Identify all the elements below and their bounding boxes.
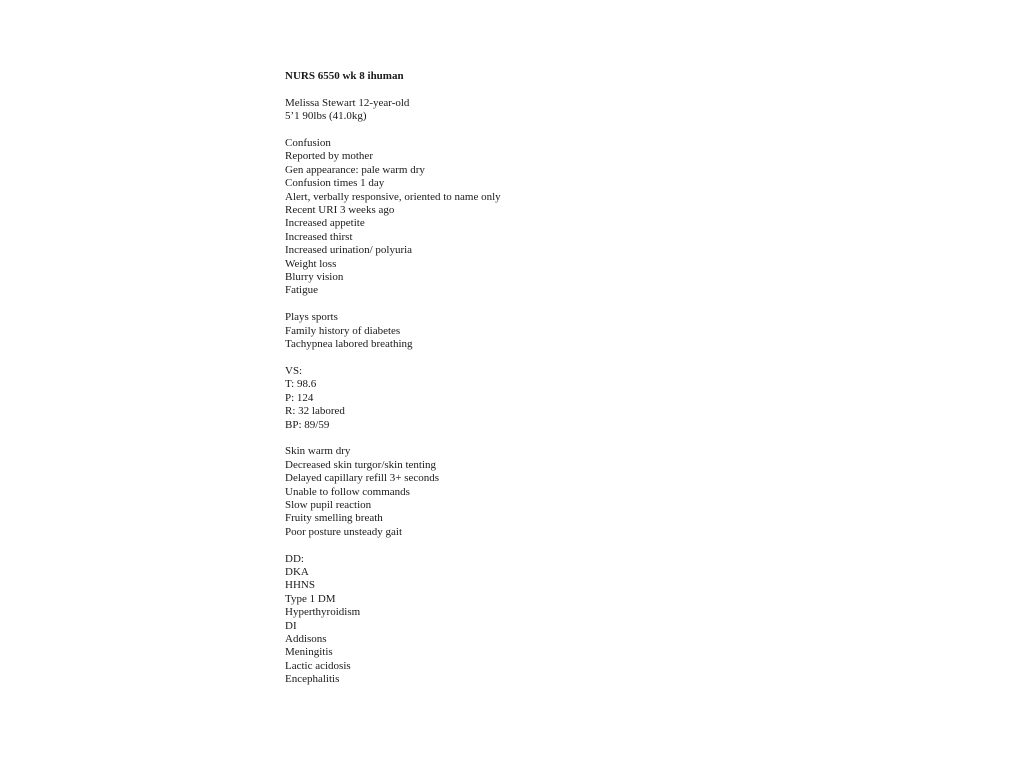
symptom-line: Recent URI 3 weeks ago: [285, 204, 395, 217]
vitals-section: [285, 365, 501, 432]
symptom-line: Increased urination/ polyuria: [285, 244, 413, 257]
vitals-line: P: 124: [285, 391, 314, 404]
history-line: Family history of diabetes: [285, 324, 401, 337]
differential-line: Lactic acidosis: [285, 659, 351, 672]
differential-line: Type 1 DM: [285, 592, 336, 605]
symptom-line: Confusion: [285, 137, 331, 149]
symptom-line: Fatigue: [285, 284, 318, 297]
symptom-line: Weight loss: [285, 257, 337, 270]
differentials-heading: DD:: [285, 552, 304, 565]
exam-line: Slow pupil reaction: [285, 498, 372, 511]
vitals-heading: VS:: [285, 364, 303, 377]
symptom-line: Increased appetite: [285, 217, 365, 230]
history-section: [285, 311, 501, 351]
symptom-line: Gen appearance: pale warm dry: [285, 163, 425, 176]
patient-size-line: 5’1 90lbs (41.0kg): [285, 110, 367, 123]
document-title: NURS 6550 wk 8 ihuman: [285, 70, 404, 82]
differential-line: Hyperthyroidism: [285, 606, 361, 619]
vitals-line: T: 98.6: [285, 378, 317, 391]
symptom-line: Blurry vision: [285, 271, 344, 284]
document-page: [285, 70, 501, 700]
differential-line: HHNS: [285, 579, 315, 592]
exam-line: Skin warm dry: [285, 445, 351, 458]
symptom-line: Increased thirst: [285, 230, 353, 243]
exam-line: Poor posture unsteady gait: [285, 525, 403, 538]
differential-line: Encephalitis: [285, 673, 340, 686]
symptoms-section: [285, 137, 501, 298]
patient-section: [285, 97, 501, 124]
differential-line: Addisons: [285, 632, 327, 645]
patient-name-line: Melissa Stewart 12-year-old: [285, 96, 410, 109]
vitals-line: R: 32 labored: [285, 405, 345, 418]
exam-section: [285, 445, 501, 539]
differential-line: DI: [285, 619, 297, 632]
differentials-section: [285, 553, 501, 687]
differential-line: DKA: [285, 565, 309, 578]
symptom-line: Alert, verbally responsive, oriented to name only: [285, 190, 501, 203]
exam-line: Fruity smelling breath: [285, 512, 383, 525]
differential-line: Meningitis: [285, 646, 333, 659]
exam-line: Unable to follow commands: [285, 485, 410, 498]
exam-line: Delayed capillary refill 3+ seconds: [285, 472, 440, 485]
symptom-line: Confusion times 1 day: [285, 177, 385, 190]
vitals-line: BP: 89/59: [285, 418, 330, 431]
exam-line: Decreased skin turgor/skin tenting: [285, 458, 437, 471]
history-line: Tachypnea labored breathing: [285, 338, 413, 351]
history-line: Plays sports: [285, 311, 338, 324]
symptom-line: Reported by mother: [285, 150, 373, 163]
